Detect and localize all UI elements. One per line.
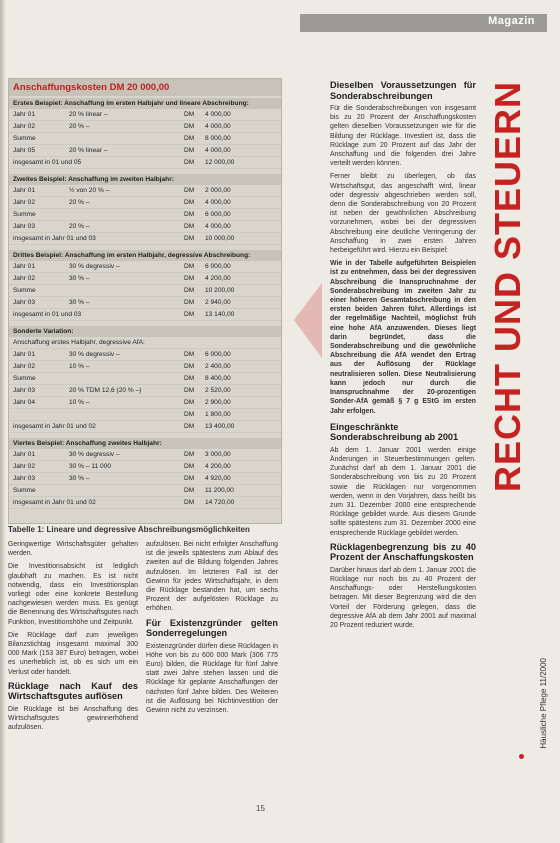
paragraph: Die Rücklage ist bei Anschaffung des Wirtschaftsgutes gewinnerhöhend aufzulösen. bbox=[8, 705, 138, 732]
table-cell: insgesamt in Jahr 01 und 03 bbox=[13, 235, 96, 242]
table-row bbox=[9, 449, 281, 461]
table-cell: DM bbox=[184, 223, 195, 230]
table-cell: Jahr 02 bbox=[13, 275, 35, 282]
table-cell: 6 000,00 bbox=[205, 211, 231, 218]
table-cell: 13 140,00 bbox=[205, 311, 235, 318]
article-column-right bbox=[330, 80, 476, 634]
table-cell: DM bbox=[184, 499, 195, 506]
table-cell: DM bbox=[184, 263, 195, 270]
table-row bbox=[9, 261, 281, 273]
table-row bbox=[9, 337, 281, 349]
vertical-title bbox=[478, 52, 538, 522]
table-row bbox=[9, 373, 281, 385]
table-cell: 20 % TDM 12,6 (20 % –) bbox=[69, 387, 142, 394]
table-section bbox=[9, 438, 281, 509]
table-cell: Summe bbox=[13, 487, 36, 494]
table-title: Anschaffungskosten DM 20 000,00 bbox=[9, 79, 281, 96]
table-cell: Jahr 05 bbox=[13, 147, 35, 154]
table-cell: 10 000,00 bbox=[205, 235, 235, 242]
table-cell: 1 800,00 bbox=[205, 411, 231, 418]
table-cell: Jahr 01 bbox=[13, 263, 35, 270]
table-row bbox=[9, 121, 281, 133]
table-cell: 30 % – bbox=[69, 275, 90, 282]
table-cell: Jahr 03 bbox=[13, 223, 35, 230]
table-cell: Jahr 02 bbox=[13, 463, 35, 470]
table-cell: 20 % – bbox=[69, 223, 90, 230]
table-row bbox=[9, 409, 281, 421]
table-row bbox=[9, 221, 281, 233]
subheading: Eingeschränkte Sonderabschreibung ab 2001 bbox=[330, 421, 459, 443]
table-row bbox=[9, 209, 281, 221]
table-cell: DM bbox=[184, 311, 195, 318]
table-row bbox=[9, 297, 281, 309]
vertical-title-text: RECHT UND STEUERN bbox=[487, 81, 528, 493]
table-cell: DM bbox=[184, 235, 195, 242]
subheading: Dieselben Voraussetzungen für Sonderabschreibungen bbox=[330, 80, 476, 101]
table-cell: DM bbox=[184, 159, 195, 166]
table-row bbox=[9, 197, 281, 209]
table-cell: 12 000,00 bbox=[205, 159, 235, 166]
subheading: Rücklagenbegrenzung bis zu 40 Prozent der Anschaffungskosten bbox=[330, 541, 476, 563]
table-cell: DM bbox=[184, 275, 195, 282]
table-cell: insgesamt in Jahr 01 und 02 bbox=[13, 423, 96, 430]
table-row bbox=[9, 273, 281, 285]
table-cell: 2 520,00 bbox=[205, 387, 231, 394]
table-cell: Jahr 01 bbox=[13, 451, 35, 458]
article-column-middle bbox=[146, 540, 278, 719]
table-cell: Jahr 01 bbox=[13, 111, 35, 118]
table-cell: DM bbox=[184, 475, 195, 482]
paragraph: Die Rücklage darf zum jeweiligen Bilanzstichtag insgesamt maximal 300 000 Mark (153 387 Euro) betragen, wobei es unerheblich ist, ob es sich um ein Verlust oder handelt. bbox=[8, 631, 138, 676]
table-row bbox=[9, 385, 281, 397]
table-cell: 30 % degressiv – bbox=[69, 351, 120, 358]
table-cell: 20 % – bbox=[69, 199, 90, 206]
table-cell: 4 000,00 bbox=[205, 111, 231, 118]
table-cell: Jahr 04 bbox=[13, 399, 35, 406]
table-cell: 6 000,00 bbox=[205, 263, 231, 270]
table-cell: DM bbox=[184, 123, 195, 130]
table-cell: DM bbox=[184, 351, 195, 358]
table-row bbox=[9, 109, 281, 121]
table-row bbox=[9, 185, 281, 197]
table-cell: Jahr 02 bbox=[13, 123, 35, 130]
table-cell: 20 % linear – bbox=[69, 147, 108, 154]
table-cell: DM bbox=[184, 411, 195, 418]
page-edge-shadow bbox=[0, 0, 6, 843]
table-row bbox=[9, 421, 281, 433]
table-row bbox=[9, 285, 281, 297]
table-row bbox=[9, 145, 281, 157]
table-cell: 10 200,00 bbox=[205, 287, 235, 294]
table-section bbox=[9, 250, 281, 321]
article-column-left bbox=[8, 540, 138, 736]
table-cell: DM bbox=[184, 399, 195, 406]
table-cell: Jahr 03 bbox=[13, 299, 35, 306]
table-cell: Jahr 01 bbox=[13, 351, 35, 358]
table-caption: Tabelle 1: Lineare und degressive Abschreibungsmöglichkeiten bbox=[8, 525, 250, 534]
table-cell: 30 % – bbox=[69, 299, 90, 306]
table-cell: 20 % – bbox=[69, 123, 90, 130]
table-section bbox=[9, 98, 281, 169]
table-cell: 4 200,00 bbox=[205, 275, 231, 282]
table-row bbox=[9, 309, 281, 321]
table-cell: 4 000,00 bbox=[205, 147, 231, 154]
table-row bbox=[9, 233, 281, 245]
subheading: Rücklage nach Kauf des Wirtschaftsgutes auflösen bbox=[8, 680, 138, 702]
table-row bbox=[9, 485, 281, 497]
table-cell: 14 720,00 bbox=[205, 499, 235, 506]
table-cell: ½ von 20 % – bbox=[69, 187, 110, 194]
table-cell: 3 000,00 bbox=[205, 451, 231, 458]
table-cell: DM bbox=[184, 135, 195, 142]
subheading: Für Existenzgründer gelten Sonderregelungen bbox=[146, 617, 278, 639]
table-cell: 30 % degressiv – bbox=[69, 451, 120, 458]
table-row bbox=[9, 461, 281, 473]
source-line-text: Häusliche Pflege 11/2000 bbox=[538, 657, 548, 749]
table-cell: 11 200,00 bbox=[205, 487, 234, 494]
table-cell: 8 400,00 bbox=[205, 375, 231, 382]
table-row bbox=[9, 473, 281, 485]
table-cell: 2 940,00 bbox=[205, 299, 231, 306]
table-cell: DM bbox=[184, 299, 195, 306]
table-cell: 4 000,00 bbox=[205, 123, 231, 130]
paragraph: Existenzgründer dürfen diese Rücklagen in Höhe von bis zu 600 000 Mark (306 775 Euro) bilden, die Rücklage für fünf Jahre statt zwei Jahre stehen lassen und die Rücklage für geplante Anschaffungen der nächsten fünf Jahre bilden. Des Weiteren ist die Auflösung bei Nichtinvestition der Gewinn nicht zu verzinsen. bbox=[146, 642, 278, 715]
paragraph: Geringwertige Wirtschaftsgüter gehalten werden. bbox=[8, 541, 138, 558]
source-line bbox=[536, 648, 550, 758]
table-section-heading: Viertes Beispiel: Anschaffung zweites Halbjahr: bbox=[9, 438, 281, 449]
table-cell: DM bbox=[184, 287, 195, 294]
table-cell: insgesamt in Jahr 01 und 02 bbox=[13, 499, 96, 506]
table-cell: DM bbox=[184, 487, 195, 494]
table-cell: DM bbox=[184, 387, 195, 394]
table-row bbox=[9, 361, 281, 373]
table-section-heading: Erstes Beispiel: Anschaffung im ersten Halbjahr und lineare Abschreibung: bbox=[9, 98, 281, 109]
section-header-bar bbox=[300, 14, 547, 32]
table-cell: 30 % – 11 000 bbox=[69, 463, 112, 470]
table-cell: 20 % linear – bbox=[69, 111, 108, 118]
table-cell: insgesamt in 01 und 03 bbox=[13, 311, 82, 318]
table-cell: 4 000,00 bbox=[205, 199, 231, 206]
table-cell: 2 000,00 bbox=[205, 187, 231, 194]
article-end-mark bbox=[519, 754, 524, 759]
paragraph: Für die Sonderabschreibungen von insgesamt bis zu 20 Prozent der Anschaffungskosten gelten dieselben Voraussetzungen wie für die Bildung der Rücklage. Investiert ist, dass die Rücklage zum 20 Prozent auf das Jahr der Anschaffung und die folgenden drei Jahre verteilt werden können. bbox=[330, 105, 476, 168]
table-cell: DM bbox=[184, 363, 195, 370]
paragraph: aufzulösen. Bei nicht erfolgter Anschaffung ist die jeweils spätestens zum Ablauf des zweiten auf die Bildung folgenden Jahres aufzulösen. Im letzteren Fall ist der Gewinn für jedes Wirtschaftsjahr, in dem die Rücklage bestanden hat, um sechs Prozent der aufgelösten Rücklage zu erhöhen. bbox=[146, 541, 278, 613]
table-section-heading: Sonderte Variation: bbox=[9, 326, 281, 337]
table-cell: DM bbox=[184, 375, 195, 382]
paragraph: Darüber hinaus darf ab dem 1. Januar 2001 die Rücklage nur noch bis zu 40 Prozent der Anschaffungs- oder Herstellungskosten betragen. Mit dieser Begrenzung wird die den Vorteil der Förderung gelegen, dass die degressive AfA ab dem Jahr 2001 auf maximal 20 Prozent reduziert wurde. bbox=[330, 566, 476, 629]
table-cell: 4 000,00 bbox=[205, 223, 231, 230]
table-cell: Jahr 01 bbox=[13, 187, 35, 194]
table-cell: Summe bbox=[13, 287, 36, 294]
paragraph: Ferner bleibt zu überlegen, ob das Wirtschaftsgut, das angeschafft wird, linear oder degressiv abgeschrieben werden soll, denn die Sonderabschreibung von 20 Prozent ist neben der gewöhnlichen Abschreibung vorzunehmen, wobei bei der degressiven Abschreibung eine deutliche Verringerung der Anschaffung in zwei ersten Jahren herbeigeführt wird. Hierzu ein Beispiel: bbox=[330, 173, 476, 255]
table-row bbox=[9, 497, 281, 509]
table-cell: DM bbox=[184, 451, 195, 458]
table-row bbox=[9, 157, 281, 169]
table-cell: Summe bbox=[13, 211, 36, 218]
table-row bbox=[9, 349, 281, 361]
table-cell: 13 400,00 bbox=[205, 423, 235, 430]
section-label: Magazin bbox=[488, 15, 535, 27]
table-cell: 6 000,00 bbox=[205, 351, 231, 358]
table-cell: Summe bbox=[13, 375, 36, 382]
table-cell: DM bbox=[184, 147, 195, 154]
table-cell: Jahr 03 bbox=[13, 475, 35, 482]
table-cell: 4 200,00 bbox=[205, 463, 231, 470]
table-section-heading: Zweites Beispiel: Anschaffung im zweiten Halbjahr: bbox=[9, 174, 281, 185]
table-cell: 30 % degressiv – bbox=[69, 263, 120, 270]
table-section-heading: Drittes Beispiel: Anschaffung im ersten Halbjahr, degressive Abschreibung: bbox=[9, 250, 281, 261]
table-cell: 10 % – bbox=[69, 399, 90, 406]
table-cell: 10 % – bbox=[69, 363, 90, 370]
highlight-paragraph: Wie in der Tabelle aufgeführten Beispielen ist zu entnehmen, dass bei der degressiven Abschreibung die Inanspruchnahme der Sonderabschreibung im zweiten Jahr zu einer höheren Gesamtabschreibung in den ersten beiden Jahren führt. Allerdings ist der regelmäßige Nachteil, möglichst früh eine hohe AfA anzuwenden. Dieses liegt darin begründet, dass die Sonderabschreibung und die gewöhnliche Abschreibung die AfA wendet den Ertrag aus der Auflösung der Rücklage neutralisieren sollen. Diese Neutralisierung kann jedoch nur durch die Inanspruchnahme der 20-prozentigen Sonder-AfA gemäß § 7 g EStG im ersten Jahr erfolgen. bbox=[330, 260, 476, 415]
table-cell: Jahr 03 bbox=[13, 387, 35, 394]
table-cell: DM bbox=[184, 211, 195, 218]
pointer-arrow-icon bbox=[294, 283, 322, 358]
table-cell: 2 400,00 bbox=[205, 363, 231, 370]
table-cell: 4 920,00 bbox=[205, 475, 231, 482]
depreciation-table bbox=[8, 78, 282, 524]
table-cell: DM bbox=[184, 199, 195, 206]
table-cell: Anschaffung erstes Halbjahr, degressive AfA: bbox=[13, 339, 145, 346]
table-cell: DM bbox=[184, 423, 195, 430]
page-number: 15 bbox=[256, 804, 265, 813]
table-cell: 8 000,00 bbox=[205, 135, 231, 142]
table-cell: insgesamt in 01 und 05 bbox=[13, 159, 82, 166]
table-cell: Jahr 02 bbox=[13, 363, 35, 370]
table-section bbox=[9, 326, 281, 433]
table-cell: 2 900,00 bbox=[205, 399, 231, 406]
table-row bbox=[9, 397, 281, 409]
table-row bbox=[9, 133, 281, 145]
table-cell: 30 % – bbox=[69, 475, 90, 482]
paragraph: Ab dem 1. Januar 2001 werden einige Änderungen in Steuerbestimmungen gelten. Zunächst darf ab dem 1. Januar 2001 die Sonderabschreibung von bis zu 20 Prozent sowie die Rücklagen nur vorgenommen werden, wenn in den Vorjahren, dass heißt bis zum 31. Dezember 2000 eine entsprechende Rücklage gebildet wurde. Aus diesem Grunde sollte spätestens zum 31. Dezember 2000 eine entsprechende Rücklage gebildet werden. bbox=[330, 446, 476, 537]
table-cell: Summe bbox=[13, 135, 36, 142]
table-cell: Jahr 02 bbox=[13, 199, 35, 206]
table-cell: DM bbox=[184, 187, 195, 194]
table-cell: DM bbox=[184, 463, 195, 470]
table-cell: DM bbox=[184, 111, 195, 118]
paragraph: Die Investitionsabsicht ist lediglich glaubhaft zu machen. Es ist nicht notwendig, dass ein Investitionsplan vorliegt oder eine konkrete Bestellung nachgewiesen werden muss. Es genügt die Benennung des Wirtschaftsgutes nach Funktion, Investitionshöhe und Zeitpunkt. bbox=[8, 563, 138, 626]
table-section bbox=[9, 174, 281, 245]
